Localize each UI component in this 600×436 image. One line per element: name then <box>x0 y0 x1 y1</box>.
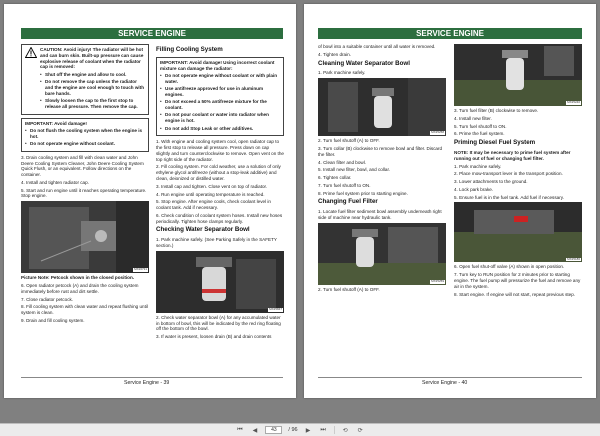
important-box <box>21 118 149 152</box>
fuel-bowl-photo <box>318 78 446 136</box>
step: 3. Drain cooling system and fill with clean water and John Deere Cooling System Cleaner, John Deere Cooling System Quick Flush, or an equivalent. Follow directions on the container. <box>21 154 144 178</box>
step: 4. Lock park brake. <box>454 186 494 192</box>
step: 4. Clean filter and bowl. <box>318 159 367 165</box>
right-column-1 <box>318 44 446 295</box>
step: 6. Open radiator petcock (A) and drain the cooling system immediately before rust and dirt settle. <box>21 282 139 294</box>
step: 2. Fill cooling system. For cold weather, use a solution of only ethylene glycol antifreeze (without a stop-leak additive) and clean, deionized or distilled water. <box>156 164 281 181</box>
radiator-petcock-photo <box>21 201 149 273</box>
step: 7. Close radiator petcock. <box>21 296 74 302</box>
step: 1. With engine and cooling system cool, open radiator cap to the first stop to release all pressure. Press down on cap slightly and turn counterclockwise to remove. Open vent on the top right side of the radiator. <box>156 139 284 162</box>
step: 4. Install new filter. <box>454 115 492 121</box>
figure-id: MX25240 <box>567 100 580 105</box>
step: 1. Park machine safely. <box>454 163 502 169</box>
figure-id: MX25258 <box>431 130 444 135</box>
left-column-1 <box>21 44 149 326</box>
step: 2. Turn fuel shutoff (A) to OFF. <box>318 286 380 292</box>
left-page <box>4 4 296 398</box>
page-number-input[interactable]: 43 <box>265 426 282 434</box>
step: 3. Turn collar (B) clockwise to remove bowl and filter. Discard the filter. <box>318 145 443 157</box>
step: 7. Turn key to RUN position for 2 minutes prior to starting engine. The fuel pump will pressurize the fuel and remove any air in the system. <box>454 272 581 289</box>
back-icon[interactable]: ⟲ <box>342 427 348 434</box>
right-column-2 <box>454 44 582 299</box>
page-footer: Service Engine - 39 <box>124 380 170 386</box>
step: 9. Drain and fill cooling system. <box>21 317 85 323</box>
important-item: • Do not add Stop Leak or other additives. <box>160 126 280 132</box>
figure-id: MX25847 <box>269 307 282 312</box>
footer-rule <box>318 377 582 378</box>
page-footer: Service Engine - 40 <box>422 380 468 386</box>
step: 5. Turn fuel shutoff to ON. <box>454 123 507 129</box>
fuel-filter-photo <box>318 223 446 285</box>
step: 3. If water is present, loosen drain (B) and drain contents <box>156 334 272 340</box>
step: 3. Install cap and tighten. Close vent on top of radiator. <box>156 183 268 189</box>
step: 4. Tighten drain. <box>318 51 351 57</box>
step: 6. Check condition of coolant system hoses. Install new hoses periodically. Tighten hose clamps regularly. <box>156 212 283 224</box>
step: 4. Install and tighten radiator cap. <box>21 179 89 185</box>
next-page-icon[interactable]: ▶ <box>305 427 311 434</box>
step: 5. Install new filter, bowl, and collar. <box>318 167 391 173</box>
section-heading: Checking Water Separator Bowl <box>156 226 250 234</box>
step: 6. Tighten collar. <box>318 175 352 181</box>
step: 2. Turn fuel shutoff (A) to OFF. <box>318 138 380 144</box>
warning-triangle-icon <box>25 47 37 58</box>
caution-title: CAUTION: Avoid injury! The radiator will be hot and can burn skin. Built-up pressure can cause explosive release of coolant when the radiator cap is removed: <box>40 47 144 70</box>
page-header-banner: SERVICE ENGINE <box>21 28 283 39</box>
step: 6. Prime the fuel system. <box>454 131 505 137</box>
step: 2. Place mow-transport lever in the transport position. <box>454 171 563 177</box>
step: 1. Park machine safely. (See Parking Safely in the SAFETY section.) <box>156 237 277 249</box>
footer-rule <box>21 377 283 378</box>
section-heading: Cleaning Water Separator Bowl <box>318 59 410 67</box>
left-column-2 <box>156 44 284 342</box>
step: 3. Turn fuel filter (B) clockwise to remove. <box>454 108 539 113</box>
toolbar-divider <box>334 426 335 434</box>
right-page <box>304 4 596 398</box>
step: 8. Start engine. If engine will not start, repeat previous step. <box>454 291 576 297</box>
water-separator-photo <box>156 251 284 313</box>
fuel-filter-closeup-photo <box>454 44 582 106</box>
important-item: • Do not pour coolant or water into radiator when engine is hot. <box>160 112 280 124</box>
figure-id: MX25186 <box>567 256 580 261</box>
important-item: • Do not exceed a 50% antifreeze mixture for the coolant. <box>160 99 280 111</box>
step: 5. Start and run engine until it reaches operating temperature. Stop engine. <box>21 187 147 199</box>
step: 1. Park machine safely. <box>318 70 366 76</box>
forward-icon[interactable]: ⟳ <box>357 427 363 434</box>
important-title: IMPORTANT: Avoid damage! Using incorrect coolant mixture can damage the radiator: <box>160 59 275 71</box>
picture-note: Picture Note: Petcock shown in the closed position. <box>21 275 135 281</box>
step: 1. Locate fuel filter sediment bowl assembly underneath right side of machine near hydraulic tank. <box>318 209 442 220</box>
step: 5. Ensure fuel is in the fuel tank. Add fuel if necessary. <box>454 194 564 200</box>
step: 6. Open fuel shut-off valve (A) shown in open position. <box>454 264 565 270</box>
caution-item: • Slowly loosen the cap to the first stop to release all pressure. Then remove the cap. <box>40 98 145 110</box>
figure-id: MX26731 <box>134 267 147 272</box>
section-heading: Priming Diesel Fuel System <box>454 139 536 147</box>
previous-page-icon[interactable]: ◀ <box>252 427 258 434</box>
important-item: • Do not operate engine without coolant or with plain water. <box>160 73 280 85</box>
figure-id: MX25259 <box>431 279 444 284</box>
important-box <box>156 57 284 136</box>
pdf-viewer-toolbar <box>0 423 600 436</box>
step: 5. Stop engine. After engine cools, check coolant level in coolant tank. Add if necessary. <box>156 199 271 211</box>
step: 4. Run engine until operating temperature is reached. <box>156 191 265 197</box>
caution-item: • Shut off the engine and allow to cool. <box>40 72 145 78</box>
important-item: • Use antifreeze approved for use in aluminum engines. <box>160 86 280 98</box>
note: NOTE: It may be necessary to prime fuel system after running out of fuel or changing fuel filter. <box>454 149 571 161</box>
fuel-shutoff-valve-photo <box>454 202 582 262</box>
step: of bowl into a suitable container until all water is removed. <box>318 44 436 49</box>
last-page-icon[interactable]: ⏭ <box>320 426 326 433</box>
step: 8. Fill cooling system with clean water and repeat flushing until system is clean. <box>21 304 148 316</box>
section-heading: Filling Cooling System <box>156 46 223 53</box>
page-total: / 96 <box>288 427 298 433</box>
caution-box <box>21 44 149 115</box>
step: 7. Turn fuel shutoff to ON. <box>318 182 371 188</box>
important-item: • Do not operate engine without coolant. <box>25 141 145 147</box>
page-header-banner: SERVICE ENGINE <box>318 28 582 39</box>
first-page-icon[interactable]: ⏮ <box>237 426 243 433</box>
section-heading: Changing Fuel Filter <box>318 198 378 206</box>
important-item: • Do not flush the cooling system when the engine is hot. <box>25 128 145 140</box>
important-title: IMPORTANT: Avoid damage! <box>25 120 87 126</box>
caution-item: • Do not remove the cap unless the radiator and the engine are cool enough to touch with bare hands. <box>40 79 145 96</box>
step: 3. Lower attachments to the ground. <box>454 179 528 185</box>
step: 2. Check water separator bowl (A) for any accumulated water in bottom of bowl, this will be indicated by the red ring floating off the bottom of the bowl. <box>156 314 281 332</box>
step: 8. Prime fuel system prior to starting engine. <box>318 190 408 196</box>
